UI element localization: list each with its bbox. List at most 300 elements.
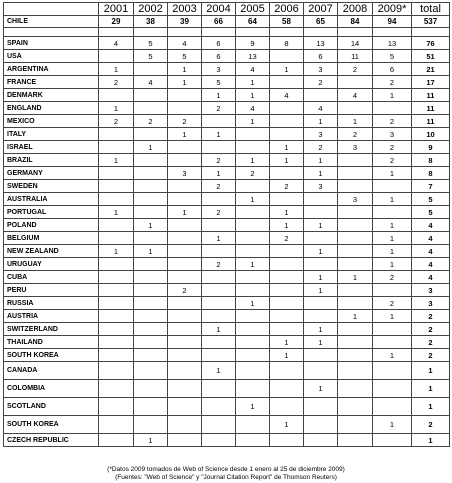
total-value: 4: [412, 232, 450, 245]
total-value: 1: [412, 380, 450, 398]
year-value: 1: [304, 245, 338, 258]
year-value: [168, 232, 202, 245]
country-name: BRAZIL: [4, 154, 99, 167]
table-row: [4, 434, 450, 447]
year-value: [338, 284, 373, 297]
year-value: [236, 128, 270, 141]
year-value: 2: [99, 115, 134, 128]
year-value: [338, 416, 373, 434]
year-value: 1: [304, 271, 338, 284]
year-value: [134, 271, 168, 284]
country-name: PERU: [4, 284, 99, 297]
year-value: 1: [270, 206, 304, 219]
year-value: 1: [304, 336, 338, 349]
year-value: 13: [304, 37, 338, 50]
year-value: 4: [304, 102, 338, 115]
year-value: 1: [99, 102, 134, 115]
year-value: 2: [373, 297, 412, 310]
year-value: 5: [202, 76, 236, 89]
total-value: 2: [412, 323, 450, 336]
total-value: 4: [412, 258, 450, 271]
year-value: 3: [304, 128, 338, 141]
year-value: 1: [168, 63, 202, 76]
year-value: 2: [202, 258, 236, 271]
year-value: 6: [304, 50, 338, 63]
year-value: [270, 310, 304, 323]
year-value: [373, 284, 412, 297]
year-value: [338, 154, 373, 167]
header-year-2003: 2003: [168, 3, 202, 16]
year-value: [99, 380, 134, 398]
country-name: URUGUAY: [4, 258, 99, 271]
year-value: 1: [373, 219, 412, 232]
country-name: SPAIN: [4, 37, 99, 50]
year-value: 1: [202, 362, 236, 380]
year-value: [236, 284, 270, 297]
table-row: [4, 167, 450, 180]
table-row: [4, 50, 450, 63]
year-value: 94: [373, 16, 412, 28]
year-value: [270, 258, 304, 271]
year-value: 1: [236, 193, 270, 206]
spacer-cell: [202, 28, 236, 37]
year-value: [304, 297, 338, 310]
spacer-cell: [99, 28, 134, 37]
year-value: [236, 349, 270, 362]
year-value: [168, 297, 202, 310]
country-name: ISRAEL: [4, 141, 99, 154]
total-value: 5: [412, 193, 450, 206]
year-value: [373, 380, 412, 398]
year-value: 3: [304, 63, 338, 76]
year-value: [270, 76, 304, 89]
year-value: 2: [168, 115, 202, 128]
year-value: [134, 206, 168, 219]
year-value: [168, 193, 202, 206]
year-value: 2: [270, 232, 304, 245]
year-value: [99, 284, 134, 297]
year-value: 2: [202, 206, 236, 219]
total-value: 1: [412, 362, 450, 380]
year-value: [373, 180, 412, 193]
year-value: 6: [202, 37, 236, 50]
table-row: [4, 154, 450, 167]
total-value: 4: [412, 219, 450, 232]
year-value: [202, 271, 236, 284]
total-value: 2: [412, 416, 450, 434]
country-name: ITALY: [4, 128, 99, 141]
year-value: [236, 362, 270, 380]
country-name: CZECH REPUBLIC: [4, 434, 99, 447]
year-value: [99, 232, 134, 245]
year-value: 84: [338, 16, 373, 28]
year-value: 4: [270, 89, 304, 102]
year-value: [202, 219, 236, 232]
year-value: 1: [236, 115, 270, 128]
year-value: [168, 141, 202, 154]
year-value: 3: [304, 180, 338, 193]
country-name: BELGIUM: [4, 232, 99, 245]
country-name: AUSTRIA: [4, 310, 99, 323]
year-value: [373, 323, 412, 336]
total-value: 2: [412, 336, 450, 349]
total-value: 51: [412, 50, 450, 63]
year-value: [202, 416, 236, 434]
year-value: [338, 297, 373, 310]
year-value: 2: [373, 115, 412, 128]
year-value: [304, 434, 338, 447]
year-value: [99, 416, 134, 434]
table-body: [4, 16, 450, 447]
year-value: [134, 89, 168, 102]
year-value: 1: [373, 349, 412, 362]
year-value: 2: [304, 141, 338, 154]
year-value: [373, 398, 412, 416]
year-value: [338, 323, 373, 336]
year-value: [236, 336, 270, 349]
year-value: [134, 398, 168, 416]
year-value: [168, 180, 202, 193]
year-value: 1: [373, 232, 412, 245]
year-value: [134, 102, 168, 115]
year-value: [270, 102, 304, 115]
year-value: [134, 154, 168, 167]
year-value: 5: [168, 50, 202, 63]
year-value: [99, 167, 134, 180]
total-value: 4: [412, 271, 450, 284]
year-value: [304, 193, 338, 206]
spacer-row: [4, 28, 450, 37]
year-value: [134, 310, 168, 323]
year-value: [134, 128, 168, 141]
year-value: 5: [134, 50, 168, 63]
year-value: [270, 398, 304, 416]
year-value: [236, 219, 270, 232]
year-value: [134, 180, 168, 193]
year-value: [202, 284, 236, 297]
table-row: [4, 193, 450, 206]
year-value: [202, 297, 236, 310]
year-value: 2: [373, 141, 412, 154]
year-value: [168, 89, 202, 102]
year-value: [99, 141, 134, 154]
table-row: [4, 180, 450, 193]
year-value: [202, 115, 236, 128]
year-value: 66: [202, 16, 236, 28]
spacer-cell: [270, 28, 304, 37]
year-value: 1: [168, 128, 202, 141]
table-row: [4, 206, 450, 219]
year-value: [99, 349, 134, 362]
year-value: 2: [338, 128, 373, 141]
year-value: [338, 380, 373, 398]
year-value: [134, 323, 168, 336]
footnote-references: (Fuentes: "Web of Science" y "Journal Citation Report" de Thomson Reuters): [115, 474, 337, 481]
year-value: 2: [373, 271, 412, 284]
year-value: [168, 310, 202, 323]
country-name: COLOMBIA: [4, 380, 99, 398]
country-name: ENGLAND: [4, 102, 99, 115]
year-value: 5: [373, 50, 412, 63]
year-value: 2: [99, 76, 134, 89]
year-value: 1: [202, 232, 236, 245]
year-value: 3: [168, 167, 202, 180]
year-value: [236, 271, 270, 284]
spacer-cell: [4, 28, 99, 37]
year-value: 29: [99, 16, 134, 28]
year-value: 1: [134, 141, 168, 154]
year-value: [236, 206, 270, 219]
year-value: 1: [338, 310, 373, 323]
year-value: [304, 362, 338, 380]
year-value: [270, 193, 304, 206]
year-value: 6: [373, 63, 412, 76]
total-value: 9: [412, 141, 450, 154]
country-name: CANADA: [4, 362, 99, 380]
year-value: 1: [202, 89, 236, 102]
year-value: [338, 434, 373, 447]
year-value: [338, 349, 373, 362]
year-value: 3: [202, 63, 236, 76]
year-value: 2: [168, 284, 202, 297]
year-value: 1: [134, 219, 168, 232]
year-value: [99, 193, 134, 206]
year-value: [202, 349, 236, 362]
year-value: [270, 323, 304, 336]
year-value: [338, 398, 373, 416]
year-value: 1: [202, 323, 236, 336]
year-value: 1: [270, 63, 304, 76]
year-value: [99, 336, 134, 349]
year-value: [134, 232, 168, 245]
year-value: 1: [236, 76, 270, 89]
spacer-cell: [338, 28, 373, 37]
country-name: CUBA: [4, 271, 99, 284]
year-value: 1: [99, 245, 134, 258]
year-value: 1: [202, 167, 236, 180]
year-value: [338, 76, 373, 89]
year-value: [99, 271, 134, 284]
country-name: PORTUGAL: [4, 206, 99, 219]
year-value: [304, 206, 338, 219]
year-value: 1: [270, 219, 304, 232]
total-value: 4: [412, 245, 450, 258]
year-value: [202, 380, 236, 398]
year-value: [202, 193, 236, 206]
year-value: [270, 245, 304, 258]
year-value: 1: [99, 206, 134, 219]
table-header: [4, 3, 450, 16]
year-value: [99, 180, 134, 193]
year-value: [202, 434, 236, 447]
year-value: 1: [304, 167, 338, 180]
country-name: THAILAND: [4, 336, 99, 349]
year-value: 3: [373, 128, 412, 141]
year-value: 2: [373, 154, 412, 167]
year-value: [99, 362, 134, 380]
year-value: [236, 380, 270, 398]
year-value: [338, 219, 373, 232]
year-value: [304, 89, 338, 102]
year-value: [236, 310, 270, 323]
total-value: 1: [412, 398, 450, 416]
year-value: [99, 398, 134, 416]
table-row: [4, 271, 450, 284]
year-value: 2: [236, 167, 270, 180]
table-row: [4, 128, 450, 141]
table-row: [4, 323, 450, 336]
year-value: [304, 349, 338, 362]
year-value: [168, 398, 202, 416]
year-value: [270, 297, 304, 310]
year-value: 1: [373, 258, 412, 271]
year-value: [99, 128, 134, 141]
year-value: [168, 416, 202, 434]
year-value: 38: [134, 16, 168, 28]
year-value: [99, 89, 134, 102]
total-value: 3: [412, 284, 450, 297]
year-value: [99, 323, 134, 336]
year-value: [134, 336, 168, 349]
year-value: [134, 258, 168, 271]
country-name: SWEDEN: [4, 180, 99, 193]
header-total: total: [412, 3, 450, 16]
year-value: [338, 362, 373, 380]
year-value: [134, 362, 168, 380]
year-value: [202, 336, 236, 349]
year-value: [99, 258, 134, 271]
year-value: [134, 284, 168, 297]
year-value: 11: [338, 50, 373, 63]
year-value: 1: [202, 128, 236, 141]
table-row: [4, 37, 450, 50]
year-value: 1: [168, 76, 202, 89]
year-value: [270, 362, 304, 380]
country-name: GERMANY: [4, 167, 99, 180]
year-value: [304, 258, 338, 271]
year-value: [373, 362, 412, 380]
year-value: 1: [270, 154, 304, 167]
year-value: [168, 323, 202, 336]
year-value: [270, 284, 304, 297]
header-year-2004: 2004: [202, 3, 236, 16]
year-value: [338, 336, 373, 349]
total-value: 8: [412, 154, 450, 167]
country-name: SOUTH KOREA: [4, 416, 99, 434]
year-value: 1: [338, 115, 373, 128]
year-value: 3: [338, 141, 373, 154]
table-row: [4, 336, 450, 349]
country-name: USA: [4, 50, 99, 63]
total-value: 17: [412, 76, 450, 89]
year-value: 1: [270, 336, 304, 349]
year-value: [236, 180, 270, 193]
total-value: 11: [412, 115, 450, 128]
year-value: 4: [134, 76, 168, 89]
year-value: 1: [236, 258, 270, 271]
year-value: 1: [304, 323, 338, 336]
year-value: [270, 167, 304, 180]
year-value: 4: [338, 89, 373, 102]
year-value: [168, 349, 202, 362]
year-value: [168, 245, 202, 258]
year-value: 1: [373, 416, 412, 434]
year-value: [270, 128, 304, 141]
year-value: [168, 219, 202, 232]
header-country-cell: [4, 3, 99, 16]
year-value: [134, 349, 168, 362]
year-value: 1: [373, 245, 412, 258]
year-value: [236, 141, 270, 154]
table-row: [4, 102, 450, 115]
table-row: [4, 310, 450, 323]
country-name: AUSTRALIA: [4, 193, 99, 206]
year-value: 1: [373, 193, 412, 206]
year-value: 1: [304, 284, 338, 297]
header-row: [4, 3, 450, 16]
total-value: 2: [412, 349, 450, 362]
year-value: [373, 336, 412, 349]
year-value: 39: [168, 16, 202, 28]
year-value: 4: [236, 102, 270, 115]
year-value: 4: [236, 63, 270, 76]
year-value: 2: [270, 180, 304, 193]
total-value: 7: [412, 180, 450, 193]
year-value: 1: [236, 154, 270, 167]
total-value: 1: [412, 434, 450, 447]
table-row: [4, 416, 450, 434]
year-value: 1: [236, 89, 270, 102]
year-value: 13: [236, 50, 270, 63]
year-value: 9: [236, 37, 270, 50]
year-value: [134, 416, 168, 434]
spacer-cell: [373, 28, 412, 37]
table-row: [4, 297, 450, 310]
table-row: [4, 141, 450, 154]
year-value: 1: [304, 380, 338, 398]
year-value: 65: [304, 16, 338, 28]
year-value: [338, 258, 373, 271]
year-value: [373, 434, 412, 447]
country-name: NEW ZEALAND: [4, 245, 99, 258]
year-value: [236, 245, 270, 258]
year-value: [99, 50, 134, 63]
year-value: 2: [338, 63, 373, 76]
year-value: [373, 102, 412, 115]
year-value: [236, 434, 270, 447]
year-value: 1: [270, 416, 304, 434]
year-value: [134, 297, 168, 310]
year-value: [99, 219, 134, 232]
table-row: [4, 63, 450, 76]
table-row: [4, 232, 450, 245]
spacer-cell: [168, 28, 202, 37]
year-value: 4: [99, 37, 134, 50]
year-value: [168, 258, 202, 271]
country-name: RUSSIA: [4, 297, 99, 310]
total-value: 537: [412, 16, 450, 28]
year-value: 4: [168, 37, 202, 50]
year-value: [134, 380, 168, 398]
year-value: [338, 102, 373, 115]
year-value: 1: [373, 167, 412, 180]
country-name: SWITZERLAND: [4, 323, 99, 336]
year-value: 5: [134, 37, 168, 50]
spacer-cell: [304, 28, 338, 37]
year-value: 1: [304, 115, 338, 128]
year-value: 1: [236, 398, 270, 416]
year-value: [304, 310, 338, 323]
